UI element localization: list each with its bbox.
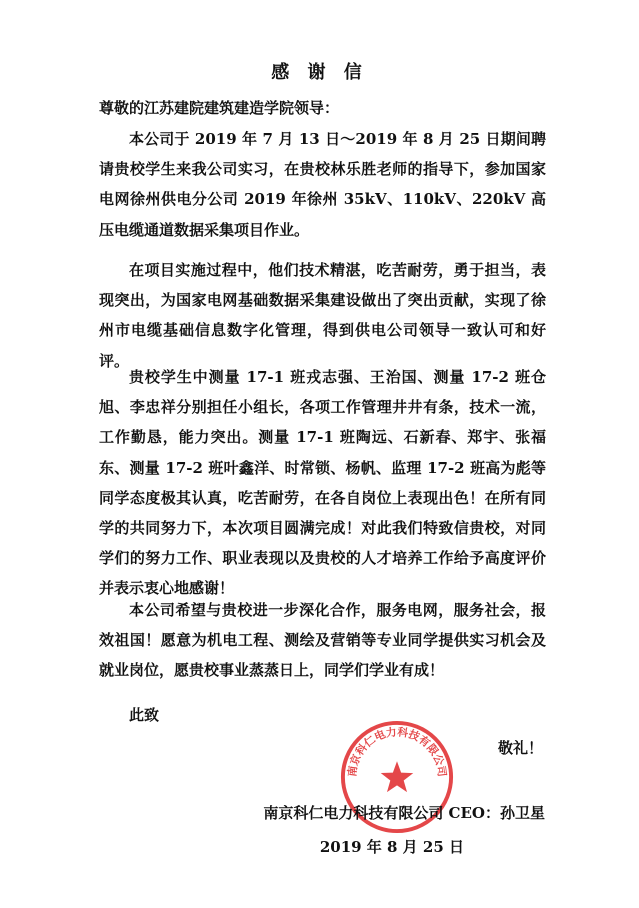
letter-date: 2019 年 8 月 25 日	[319, 838, 464, 856]
salutation: 尊敬的江苏建院建筑建造学院领导：	[99, 99, 340, 117]
signer-line: 南京科仁电力科技有限公司 CEO：孙卫星	[263, 804, 545, 822]
body-paragraph-2: 在项目实施过程中，他们技术精湛，吃苦耐劳，勇于担当，表现突出，为国家电网基础数据采集建设做出了突出贡献，实现了徐州市电缆基础信息数字化管理，得到供电公司领导一致认可和好评。	[99, 261, 546, 370]
seal-text: 南京科仁电力科技有限公司	[345, 725, 449, 778]
letter-title: 感 谢 信	[271, 62, 368, 83]
closing-regards: 敬礼！	[497, 739, 543, 757]
body-paragraph-3: 贵校学生中测量 17-1 班戎志强、王治国、测量 17-2 班仓旭、李忠祥分别担任小组长，各项工作管理井井有条，技术一流，工作勤恳，能力突出。测量 17-1 班陶远、石新春、郑宇、张福东、测量 17-2 班叶鑫洋、时常锁、杨帆、监理 17-2 班高为彪等同学态度极其认真，吃苦耐劳，在各自岗位上表现出色！在所有同学的共同努力下，本次项目圆满完成！对此我们特致信贵校，对同学们的努力工作、职业表现以及贵校的人才培养工作给予高度评价并表示衷心地感谢！	[99, 368, 546, 598]
seal-star-icon	[381, 761, 413, 792]
body-paragraph-1: 本公司于 2019 年 7 月 13 日～2019 年 8 月 25 日期间聘请贵校学生来我公司实习，在贵校林乐胜老师的指导下，参加国家电网徐州供电分公司 2019 年徐州 35kV、110kV、220kV 高压电缆通道数据采集项目作业。	[99, 130, 546, 239]
closing-greeting: 此致	[129, 706, 160, 724]
body-paragraph-4: 本公司希望与贵校进一步深化合作，服务电网，服务社会，报效祖国！愿意为机电工程、测绘及营销等专业同学提供实习机会及就业岗位，愿贵校事业蒸蒸日上，同学们学业有成！	[99, 601, 546, 680]
